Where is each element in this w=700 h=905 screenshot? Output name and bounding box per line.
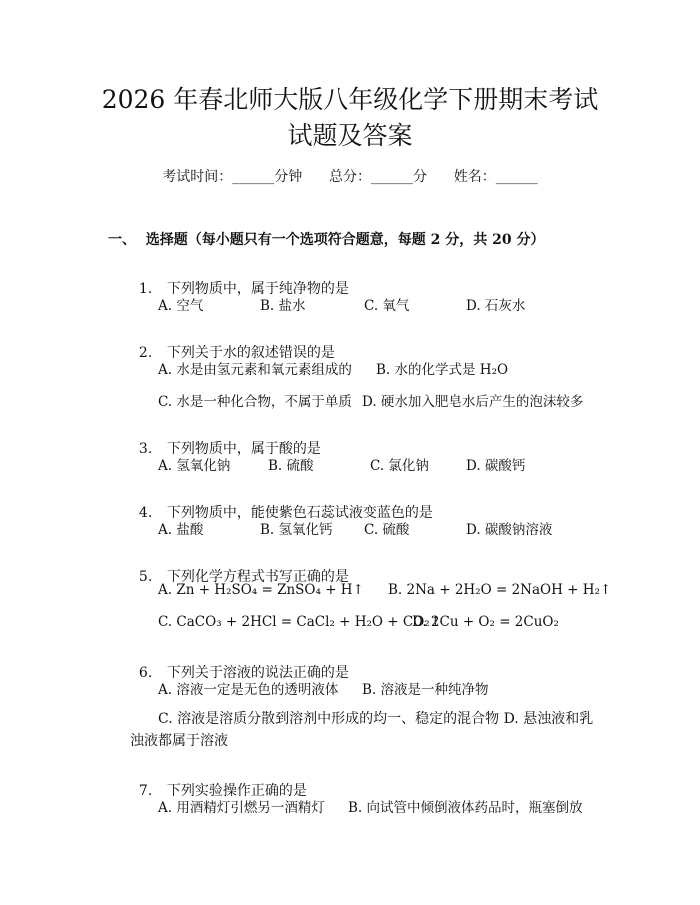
question-stem: 下列实验操作正确的是: [166, 783, 307, 799]
question-2: [130, 326, 335, 362]
question-number: 4.: [138, 505, 153, 521]
option-a: A. 水是由氢元素和氧元素组成的: [158, 362, 352, 378]
question-stem: 下列化学方程式书写正确的是: [166, 569, 349, 585]
option-b: B. 盐水: [260, 298, 306, 314]
question-4: [130, 486, 433, 522]
option-d: D. 石灰水: [466, 298, 526, 314]
question-stem: 下列物质中，属于纯净物的是: [166, 281, 349, 297]
question-number: 7.: [138, 783, 153, 799]
section-heading-choice: 一、 选择题（每小题只有一个选项符合题意，每题 2 分，共 20 分）: [108, 232, 545, 248]
question-7: [130, 764, 307, 800]
page-title-line1: 2026 年春北师大版八年级化学下册期末考试: [101, 85, 599, 114]
option-d: D. 碳酸钙: [466, 458, 526, 474]
option-d: D. 悬浊液和乳浊液都属于溶液: [130, 711, 594, 749]
option-c: C. 硫酸: [364, 522, 410, 538]
option-c: C. 氯化钠: [370, 458, 429, 474]
question-5: [130, 550, 349, 586]
option-c: C. 氧气: [364, 298, 410, 314]
exam-meta-line: 考试时间：______分钟 总分：______分 姓名：______: [162, 169, 538, 185]
question-stem: 下列物质中，能使紫色石蕊试液变蓝色的是: [166, 505, 433, 521]
option-a: A. 空气: [158, 298, 204, 314]
option-b: B. 向试管中倾倒液体药品时，瓶塞倒放: [348, 800, 583, 816]
option-b: B. 2Na + 2H₂O = 2NaOH + H₂↑: [388, 582, 612, 598]
question-number: 1.: [138, 281, 153, 297]
option-b: B. 水的化学式是 H₂O: [376, 362, 509, 378]
option-d: D. 硬水加入肥皂水后产生的泡沫较多: [362, 394, 584, 410]
option-b: B. 溶液是一种纯净物: [362, 682, 489, 698]
question-stem: 下列物质中，属于酸的是: [166, 441, 321, 457]
option-a: A. 溶液一定是无色的透明液体: [158, 682, 339, 698]
option-d: D. 2Cu + O₂ = 2CuO₂: [412, 614, 559, 630]
question-number: 3.: [138, 441, 153, 457]
question-stem: 下列关于溶液的说法正确的是: [166, 665, 349, 681]
option-c: C. CaCO₃ + 2HCl = CaCl₂ + H₂O + CO₂↑: [158, 614, 442, 630]
question-1: [130, 262, 349, 298]
question-stem: 下列关于水的叙述错误的是: [166, 345, 335, 361]
question-3: [130, 422, 321, 458]
option-c: C. 溶液是溶质分散到溶剂中形成的均一、稳定的混合物: [158, 711, 500, 727]
option-a: A. 盐酸: [158, 522, 204, 538]
question-6: [130, 646, 349, 682]
question-number: 2.: [138, 345, 153, 361]
page-title-line2: 试题及答案: [287, 121, 413, 150]
option-a: A. Zn + H₂SO₄ = ZnSO₄ + H↑: [158, 582, 364, 598]
option-d: D. 碳酸钠溶液: [466, 522, 553, 538]
option-a: A. 氢氧化钠: [158, 458, 231, 474]
question-number: 6.: [138, 665, 153, 681]
option-a: A. 用酒精灯引燃另一酒精灯: [158, 800, 325, 816]
options-c-d-wrapped: [130, 708, 598, 752]
option-b: B. 硫酸: [268, 458, 314, 474]
option-c: C. 水是一种化合物，不属于单质: [158, 394, 352, 410]
option-b: B. 氢氧化钙: [260, 522, 333, 538]
question-number: 5.: [138, 569, 153, 585]
